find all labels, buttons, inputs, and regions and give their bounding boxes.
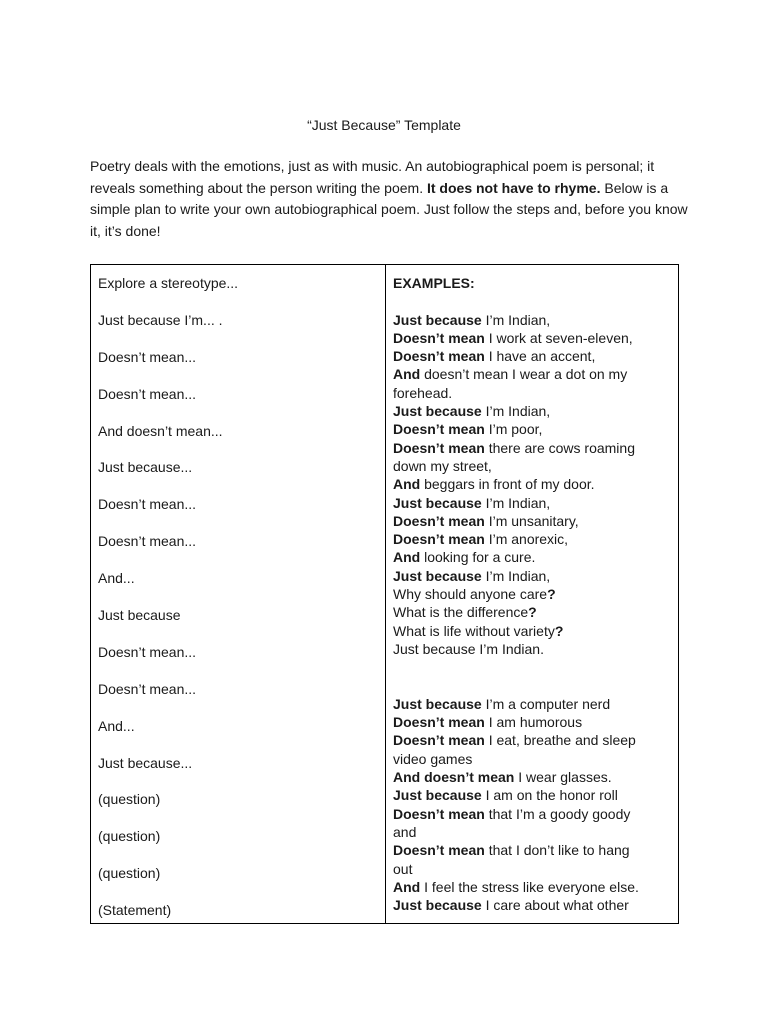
example-line-text: I wear glasses. — [514, 769, 612, 786]
example-line-text: Just because I’m Indian. — [393, 640, 544, 657]
example-line-text: I’m Indian, — [481, 567, 551, 584]
example-line-text: and — [393, 823, 417, 840]
example-line-text: I work at seven-eleven, — [484, 329, 633, 346]
example-line-bold: And — [393, 476, 421, 493]
example-line — [393, 622, 673, 640]
example-line-bold: Just because — [393, 695, 482, 712]
template-prompt: Doesn’t mean... — [98, 385, 197, 402]
template-prompt: Explore a stereotype... — [98, 275, 239, 291]
example-line — [393, 585, 673, 603]
example-line-bold: Just because — [393, 787, 482, 804]
example-line-text: I’m anorexic, — [484, 531, 569, 548]
template-prompt: Doesn’t mean... — [98, 643, 197, 660]
example-line — [393, 731, 673, 749]
example-line — [393, 805, 673, 823]
example-poem-2 — [393, 695, 673, 915]
example-line-bold: Doesn’t mean — [393, 842, 485, 859]
example-line — [393, 786, 673, 804]
example-line-bold: Doesn’t mean — [393, 714, 485, 731]
example-line — [393, 457, 673, 475]
example-line — [393, 494, 673, 512]
example-line — [393, 311, 673, 329]
example-line — [393, 439, 673, 457]
template-table — [90, 264, 679, 924]
template-prompt: And... — [98, 570, 135, 587]
template-prompt: (Statement) — [98, 902, 172, 919]
example-line-bold: Just because — [393, 494, 482, 511]
example-line — [393, 402, 673, 420]
example-line-bold: Doesn’t mean — [393, 439, 485, 456]
example-line — [393, 768, 673, 786]
example-line-bold: And — [393, 878, 421, 895]
template-prompt: (question) — [98, 865, 161, 882]
example-line-text: I feel the stress like everyone else. — [420, 878, 639, 895]
template-prompt: Just because — [98, 607, 181, 624]
example-line-bold: Just because — [393, 897, 482, 914]
example-line — [393, 695, 673, 713]
template-prompt: Doesn’t mean... — [98, 533, 197, 550]
example-spacer — [393, 658, 673, 695]
example-line — [393, 548, 673, 566]
intro-text-2: Below is a simple plan to write your own autobiographical poem. Just follow the steps and, before you know it, it’s done! — [90, 179, 688, 239]
example-line — [393, 347, 673, 365]
template-prompt: Just because... — [98, 754, 193, 771]
example-line-text: there are cows roaming — [484, 439, 635, 456]
example-line — [393, 860, 673, 878]
example-line-bold: Just because — [393, 311, 482, 328]
example-line-text: video games — [393, 750, 473, 767]
intro-text-1: Poetry deals with the emotions, just as with music. An autobiographical poem is personal; it reveals something about the person writing the poem. — [90, 158, 655, 196]
example-line-bold: Doesn’t mean — [393, 329, 485, 346]
example-line-text: down my street, — [393, 457, 492, 474]
example-line — [393, 878, 673, 896]
example-line-text: that I don’t like to hang — [484, 842, 630, 859]
examples-column — [393, 274, 673, 914]
template-prompt: Doesn’t mean... — [98, 348, 197, 365]
example-line-bold: And doesn’t mean — [393, 769, 515, 786]
example-line-bold: Doesn’t mean — [393, 732, 485, 749]
example-line-text: I’m unsanitary, — [484, 512, 579, 529]
example-line — [393, 750, 673, 768]
example-line-text: I’m Indian, — [481, 311, 551, 328]
example-line-text: beggars in front of my door. — [420, 476, 595, 493]
page-title: “Just Because” Template — [307, 117, 461, 133]
template-prompt: Doesn’t mean... — [98, 496, 197, 513]
example-line-bold: Doesn’t mean — [393, 512, 485, 529]
example-line-bold: Just because — [393, 403, 482, 420]
intro-bold-text: It does not have to rhyme. — [426, 179, 601, 196]
template-prompt: Doesn’t mean... — [98, 680, 197, 697]
example-line — [393, 329, 673, 347]
example-line — [393, 512, 673, 530]
example-line-text: I eat, breathe and sleep — [484, 732, 636, 749]
examples-header: EXAMPLES: — [393, 275, 475, 291]
example-line-bold: Just because — [393, 567, 482, 584]
example-line-text: that I’m a goody goody — [484, 805, 631, 822]
template-prompt: (question) — [98, 828, 161, 845]
example-line — [393, 841, 673, 859]
example-line-text: What is life without variety — [393, 622, 555, 639]
example-line-tail: ? — [547, 586, 556, 603]
template-prompts-column — [98, 274, 378, 938]
example-line-text: I have an accent, — [484, 348, 596, 365]
example-line-bold: Doesn’t mean — [393, 421, 485, 438]
example-line — [393, 365, 673, 383]
example-line-text: I am humorous — [484, 714, 583, 731]
example-line-bold: And — [393, 366, 421, 383]
example-line-text: doesn’t mean I wear a dot on my — [420, 366, 628, 383]
example-line-bold: And — [393, 549, 421, 566]
example-line — [393, 640, 673, 658]
example-line — [393, 475, 673, 493]
template-prompt: Just because... — [98, 459, 193, 476]
example-line-text: I’m poor, — [484, 421, 543, 438]
template-prompt: Just because I’m... . — [98, 311, 223, 328]
example-line-text: I am on the honor roll — [481, 787, 618, 804]
example-line-bold: Doesn’t mean — [393, 531, 485, 548]
template-prompt: And... — [98, 717, 135, 734]
example-line-tail: ? — [554, 622, 564, 639]
example-line-text: I’m a computer nerd — [481, 695, 611, 712]
example-line — [393, 603, 673, 621]
example-line-text: I’m Indian, — [481, 494, 551, 511]
example-line — [393, 530, 673, 548]
column-divider — [385, 265, 386, 923]
example-line-text: I’m Indian, — [481, 403, 551, 420]
example-line-text: Why should anyone care — [393, 586, 548, 603]
intro-paragraph — [90, 156, 690, 242]
example-line-text: What is the difference — [393, 604, 529, 621]
example-line — [393, 384, 673, 402]
example-poem-1 — [393, 311, 673, 659]
template-prompt: And doesn’t mean... — [98, 422, 223, 439]
example-line — [393, 823, 673, 841]
example-line-text: I care about what other — [481, 897, 629, 914]
example-line-text: forehead. — [393, 384, 453, 401]
example-line-text: looking for a cure. — [420, 549, 536, 566]
example-line-bold: Doesn’t mean — [393, 348, 485, 365]
example-line — [393, 567, 673, 585]
example-line — [393, 420, 673, 438]
example-line-bold: Doesn’t mean — [393, 805, 485, 822]
template-prompt: (question) — [98, 791, 161, 808]
example-line — [393, 896, 673, 914]
example-line-text: out — [393, 860, 413, 877]
example-line — [393, 713, 673, 731]
example-line-tail: ? — [528, 604, 537, 621]
